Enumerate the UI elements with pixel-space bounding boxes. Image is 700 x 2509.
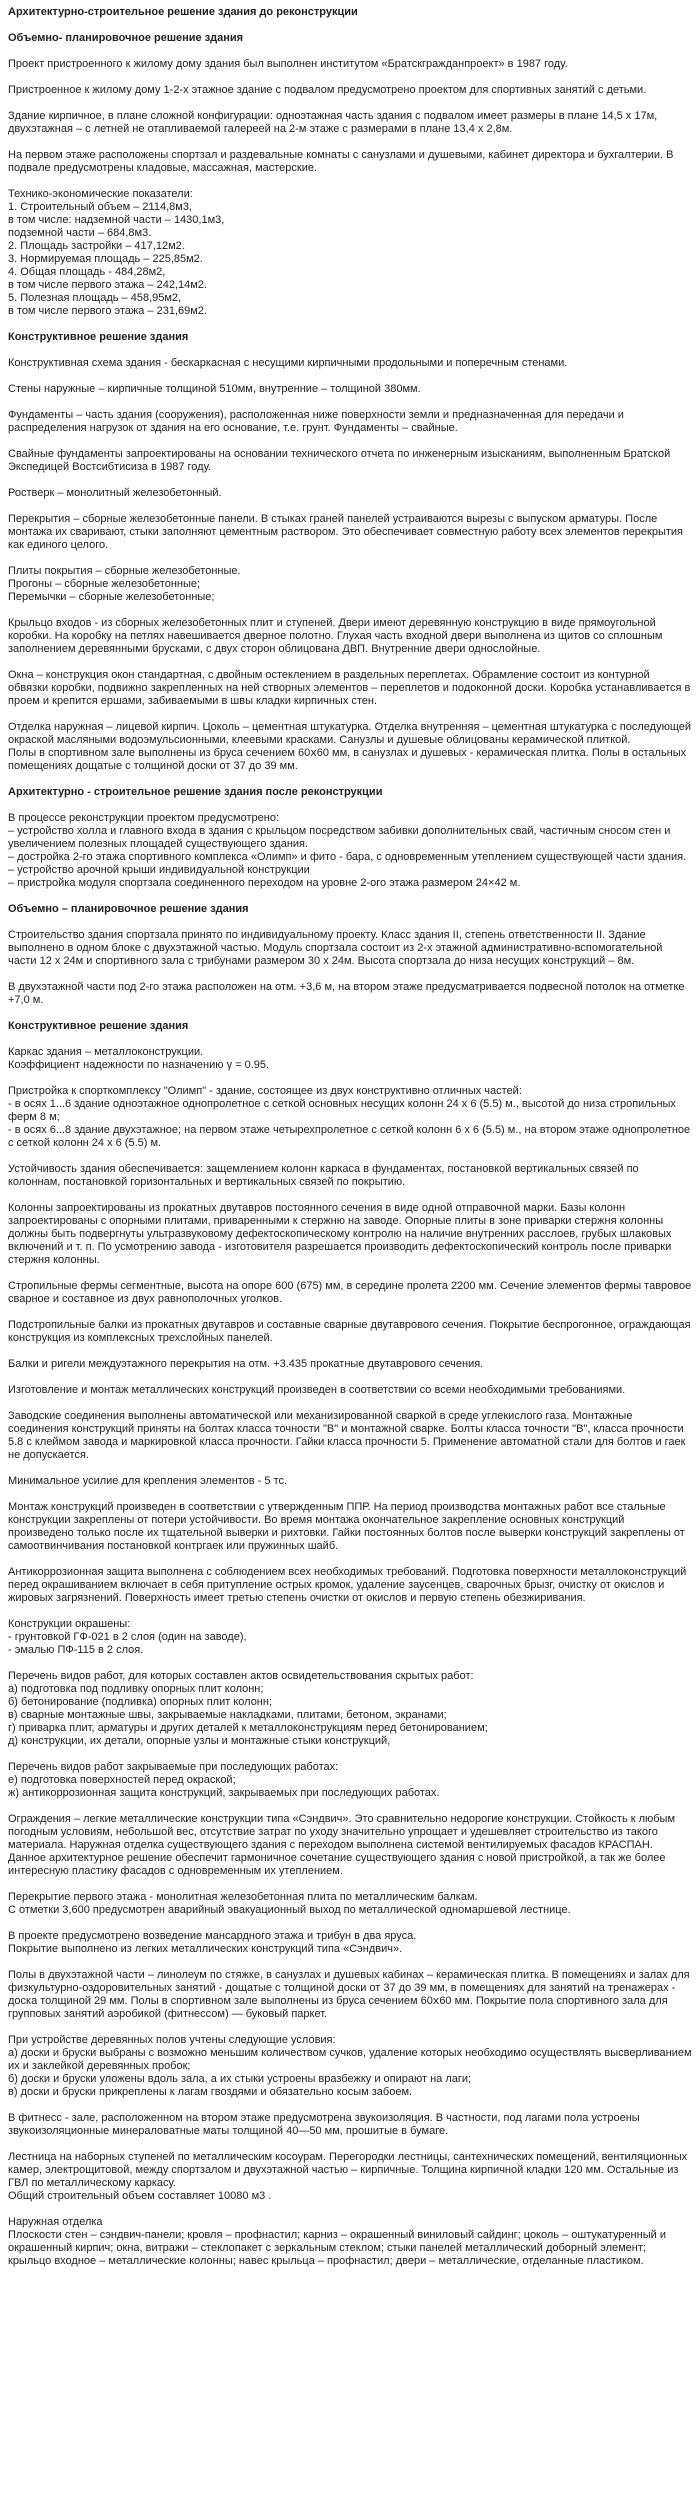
paragraph <box>8 448 692 474</box>
text-line: Изготовление и монтаж металлических конструкций произведен в соответствии со всеми необходимыми требованиями. <box>8 1384 626 1396</box>
text-line: г) приварка плит, арматуры и других деталей к металлоконструкциям перед бетонированием; <box>8 1722 488 1734</box>
paragraph <box>8 1410 692 1462</box>
text-line: подземной части – 684,8м3. <box>8 227 152 239</box>
text-line: Полы в двухэтажной части – линолеум по стяжке, в санузлах и душевых кабинах – керамическая плитка. В помещениях и залах для физкультурно-оздоровительных занятий - дощатые с толщиной доски от 37 до 39 мм, в помещениях для занятий на тренажерах - доска толщиной 29 мм. Полы в спортивном зале выполнены из бруса сечением 60ⅹ60 мм. Покрытие пола спортивного зала для групповых занятий аэробикой (фитнессом) — буковый паркет. <box>8 1969 690 2020</box>
text-line: Проект пристроенного к жилому дому здания был выполнен институтом «Братскгражданпроект» в 1987 году. <box>8 58 568 70</box>
paragraph <box>8 1969 692 2021</box>
text-line: В двухэтажной части под 2-го этажа расположен на отм. +3,6 м, на втором этаже предусматривается подвесной потолок на отметке +7,0 м. <box>8 981 685 1006</box>
section-heading: Объемно- планировочное решение здания <box>8 32 244 44</box>
paragraph <box>8 188 692 318</box>
paragraph <box>8 565 692 604</box>
paragraph <box>8 110 692 136</box>
paragraph <box>8 1046 692 1072</box>
text-line: 4. Общая площадь - 484,28м2, <box>8 266 166 278</box>
paragraph <box>8 812 692 890</box>
text-line: ж) антикоррозионная защита конструкций, закрываемых при последующих работах. <box>8 1787 440 1799</box>
text-line: Подстропильные балки из прокатных двутавров и составные сварные двутаврового сечения. Покрытие беспрогонное, ограждающая конструкция из комплексных трехслойных панелей. <box>8 1319 691 1344</box>
paragraph <box>8 929 692 968</box>
paragraph <box>8 981 692 1007</box>
text-line: Перечень видов работ, для которых составлен актов освидетельствования скрытых работ: <box>8 1670 474 1682</box>
text-line: Технико-экономические показатели: <box>8 188 193 200</box>
text-line: На первом этаже расположены спортзал и раздевальные комнаты с санузлами и душевыми, кабинет директора и бухгалтерии. В подвале предусмотрены кладовые, массажная, мастерские. <box>8 149 674 174</box>
text-line: Антикоррозионная защита выполнена с соблюдением всех необходимых требований. Подготовка поверхности металлоконструкций перед окрашиванием включает в себя притупление острых кромок, удаление заусенцев, сварочных брызг, очистку от окислов и жировых загрязнений. Поверхность имеет третью степень очистки от окислов и первую степень обезжиривания. <box>8 1566 687 1604</box>
text-line: С отметки 3,600 предусмотрен аварийный эвакуационный выход по металлической одномаршевой лестнице. <box>8 1904 571 1916</box>
text-line: д) конструкции, их детали, опорные узлы и монтажные стыки конструкций, <box>8 1735 391 1747</box>
text-line: Стены наружные – кирпичные толщиной 510мм, внутренние – толщиной 380мм. <box>8 383 421 395</box>
text-line: Лестница на наборных ступеней по металлическим косоурам. Перегородки лестницы, сантехнических помещений, вентиляционных камер, электрощитовой, между спортзалом и двухэтажной частью – кирпичные. Толщина кирпичной кладки 120 мм. Остальные из ГВЛ по металлическому каркасу. <box>8 2151 688 2189</box>
text-line: в) сварные монтажные швы, закрываемые накладками, плитами, бетоном, экранами; <box>8 1709 447 1721</box>
text-line: 3. Нормируемая площадь – 225,85м2. <box>8 253 203 265</box>
paragraph <box>8 2151 692 2203</box>
text-line: Перемычки – сборные железобетонные; <box>8 591 215 603</box>
paragraph <box>8 1163 692 1189</box>
paragraph <box>8 409 692 435</box>
paragraph <box>8 58 692 71</box>
text-line: Плиты покрытия – сборные железобетонные. <box>8 565 241 577</box>
text-line: в том числе: надземной части – 1430,1м3, <box>8 214 225 226</box>
text-line: Крыльцо входов - из сборных железобетонных плит и ступеней. Двери имеют деревянную конструкцию в виде прямоугольной коробки. На коробку на петлях навешивается дверное полотно. Глухая часть входной двери выполнена из щитов со сплошным заполнением деревянными брусками, с двух сторон облицована ДВП. Внутренние двери однослойные. <box>8 617 663 655</box>
text-line: в) доски и бруски прикреплены к лагам гвоздями и обязательно косым забоем. <box>8 2086 413 2098</box>
paragraph <box>8 357 692 370</box>
paragraph <box>8 1566 692 1605</box>
section-heading: Конструктивное решение здания <box>8 1020 189 1032</box>
text-line: Конструктивная схема здания - бескаркасная с несущими кирпичными продольными и поперечным стенами. <box>8 357 568 369</box>
text-line: При устройстве деревянных полов учтены следующие условия: <box>8 2034 336 2046</box>
text-line: в том числе первого этажа – 231,69м2. <box>8 305 207 317</box>
text-line: – пристройка модуля спортзала соединенного переходом на уровне 2-ого этажа размером 24×42 м. <box>8 877 521 889</box>
text-line: Покрытие выполнено из легких металлических конструкций типа «Сэндвич». <box>8 1943 403 1955</box>
text-line: Здание кирпичное, в плане сложной конфигурации: одноэтажная часть здания с подвалом имеет размеры в плане 14,5 х 17м, двухэтажная – с летней не отапливаемой галереей на 2-м этаже с размерами в плане 13,4 х 2,8м. <box>8 110 658 135</box>
paragraph <box>8 1358 692 1371</box>
section-heading: Объемно – планировочное решение здания <box>8 903 249 915</box>
text-line: Пристройка к спорткомплексу "Олимп" - здание, состоящее из двух конструктивно отличных частей: <box>8 1085 522 1097</box>
text-line: б) доски и бруски уложены вдоль зала, а их стыки устроены вразбежку и опирают на лаги; <box>8 2073 472 2085</box>
text-line: Фундаменты – часть здания (сооружения), расположенная ниже поверхности земли и предназначенная для передачи и распределения нагрузок от здания на его основание, т.е. грунт. Фундаменты – свайные. <box>8 409 624 434</box>
text-line: Наружная отделка <box>8 2216 103 2228</box>
text-line: – устройство холла и главного входа в здания с крыльцом посредством забивки дополнительных свай, частичным сносом стен и увеличением полезных площадей существующего здания. <box>8 825 671 850</box>
paragraph <box>8 2216 692 2268</box>
text-line: Перечень видов работ закрываемые при последующих работах: <box>8 1761 339 1773</box>
paragraph <box>8 1618 692 1657</box>
paragraph <box>8 513 692 552</box>
section-heading: Архитектурно - строительное решение здания после реконструкции <box>8 786 383 798</box>
text-line: Заводские соединения выполнены автоматической или механизированной сваркой в среде углекислого газа. Монтажные соединения конструкций приняты на болтах класса точности "В" и монтажной сварке. Болты класса точности "В", класса прочности 5.8 с клеймом завода и маркировкой класса прочности. Гайки класса прочности 5. Применение автоматной стали для болтов и гаек не допускается. <box>8 1410 686 1461</box>
text-line: Перекрытие первого этажа - монолитная железобетонная плита по металлическим балкам. <box>8 1891 478 1903</box>
paragraph <box>8 617 692 656</box>
paragraph <box>8 84 692 97</box>
text-line: Перекрытия – сборные железобетонные панели. В стыках граней панелей устраиваются вырезы с выпуском арматуры. После монтажа их сваривают, стыки заполняют цементным раствором. Это обеспечивает совместную работу всех элементов перекрытия как единого целого. <box>8 513 684 551</box>
text-line: е) подготовка поверхностей перед окраской; <box>8 1774 236 1786</box>
paragraph <box>8 487 692 500</box>
text-line: Плоскости стен – сэндвич-панели; кровля – профнастил; карниз – окрашенный виниловый сайдинг; цоколь – оштукатуренный и окрашенный кирпич; окна, витражи – стеклопакет с зеркальным стеклом; стыки панелей металлический доборный элемент; крыльцо входное – металлические колонны; навес крыльца – профнастил; двери – металлические, отделанные пластиком. <box>8 2229 666 2267</box>
text-line: В проекте предусмотрено возведение мансардного этажа и трибун в два яруса. <box>8 1930 417 1942</box>
text-line: Пристроенное к жилому дому 1-2-х этажное здание с подвалом предусмотрено проектом для спортивных занятий с детьми. <box>8 84 647 96</box>
text-line: б) бетонирование (подливка) опорных плит колонн; <box>8 1696 273 1708</box>
text-line: Строительство здания спортзала принято по индивидуальному проекту. Класс здания II, степень ответственности II. Здание выполнено в одном блоке с двухэтажной частью. Модуль спортзала состоит из 2-х этажной административно-вспомогательной части 12 х 24м и спортивного зала с трибунами размером 30 х 24м. Высота спортзала до низа несущих конструкций – 8м. <box>8 929 663 967</box>
paragraph <box>8 1280 692 1306</box>
text-line: Отделка наружная – лицевой кирпич. Цоколь – цементная штукатурка. Отделка внутренняя – цементная штукатурка с последующей окраской масляными водоэмульсионными, клеевыми красками. Санузлы и душевые облицованы керамической плиткой. <box>8 721 692 746</box>
paragraph <box>8 669 692 708</box>
text-line: Свайные фундаменты запроектированы на основании технического отчета по инженерным изысканиям, выполненным Братской Экспедицей Востсибтисиза в 1987 году. <box>8 448 671 473</box>
text-line: - в осях 6...8 здание двухэтажное; на первом этаже четырехпролетное с сеткой колонн 6 х 6 (5.5) м., на втором этаже однопролетное с сеткой колонн 24 х 6 (5.5) м. <box>8 1124 691 1149</box>
paragraph <box>8 2112 692 2138</box>
text-line: Общий строительный объем составляет 10080 м3 . <box>8 2190 272 2202</box>
text-line: – достройка 2-го этажа спортивного комплекса «Олимп» и фито - бара, с одновременным утеплением существующей части здания. <box>8 851 687 863</box>
text-line: - грунтовкой ГФ-021 в 2 слоя (один на заводе), <box>8 1631 247 1643</box>
text-line: Окна – конструкция окон стандартная, с двойным остеклением в раздельных переплетах. Обрамление состоит из контурной обвязки коробки, подвижно закрепленных на ней створных элементов – переплетов и подоконной доски. Коробка устанавливается в проем и крепится ершами, забиваемыми в швы кладки кирпичных стен. <box>8 669 691 707</box>
text-line: 1. Строительный объем – 2114,8м3, <box>8 201 192 213</box>
section-heading: Конструктивное решение здания <box>8 331 189 343</box>
paragraph <box>8 2034 692 2099</box>
paragraph <box>8 1670 692 1748</box>
paragraph <box>8 1930 692 1956</box>
text-line: а) доски и бруски выбраны с возможно меньшим количеством сучков, удаление которых необходимо осуществлять высверливанием их и заклейкой деревянных пробок; <box>8 2047 692 2072</box>
text-line: - эмалью ПФ-115 в 2 слоя. <box>8 1644 144 1656</box>
text-line: Коэффициент надежности по назначению γ = 0.95. <box>8 1059 270 1071</box>
text-line: В процессе реконструкции проектом предусмотрено: <box>8 812 280 824</box>
text-line: Конструкции окрашены: <box>8 1618 131 1630</box>
text-line: Полы в спортивном зале выполнены из бруса сечением 60ⅹ60 мм, в санузлах и душевых - керамическая плитка. Полы в остальных помещениях дощатые с толщиной доски от 37 до 39 мм. <box>8 747 687 772</box>
paragraph <box>8 747 692 773</box>
paragraph <box>8 1085 692 1150</box>
text-line: Прогоны – сборные железобетонные; <box>8 578 201 590</box>
text-line: в том числе первого этажа – 242,14м2. <box>8 279 207 291</box>
text-line: – устройство арочной крыши индивидуальной конструкции <box>8 864 310 876</box>
paragraph <box>8 1501 692 1553</box>
paragraph <box>8 1384 692 1397</box>
text-line: Устойчивость здания обеспечивается: защемлением колонн каркаса в фундаментах, постановкой вертикальных связей по колоннам, постановкой горизонтальных и вертикальных связей по покрытию. <box>8 1163 639 1188</box>
text-line: Минимальное усилие для крепления элементов - 5 тс. <box>8 1475 288 1487</box>
paragraph <box>8 1202 692 1267</box>
text-line: Ограждения – легкие металлические конструкции типа «Сэндвич». Это сравнительно недорогие конструкции. Стойкость к любым погодным условиям, небольшой вес, отсутствие затрат по уходу значительно упрощает и удешевляет строительство из такого материала. Наружная отделка существующего здания с переходом выполнена системой вентилируемых фасадов КРАСПАН. Данное архитектурное решение обеспечит гармоничное сочетание существующего здания с новой пристройкой, а так же более интересную пластику фасадов с одновременным их утеплением. <box>8 1813 676 1877</box>
text-line: Колонны запроектированы из прокатных двутавров постоянного сечения в виде одной отправочной марки. Базы колонн запроектированы с опорными плитами, приваренными к стержню на заводе. Опорные плиты в зоне приварки стержня колонны должны быть подвергнуты ультразвуковому дефектоскопическому контролю на наличие внутренних расслоев, грубых шлаковых включений и т. п. По усмотрению завода - изготовителя разрешается производить дефектоскопический контроль после приварки стержня колонны. <box>8 1202 672 1266</box>
text-line: 2. Площадь застройки – 417,12м2. <box>8 240 185 252</box>
paragraph <box>8 1891 692 1917</box>
text-line: - в осях 1...6 здание одноэтажное однопролетное с сеткой основных несущих колонн 24 х 6 (5.5) м., высотой до низа стропильных ферм 8 м; <box>8 1098 676 1123</box>
text-line: а) подготовка под подливку опорных плит колонн; <box>8 1683 264 1695</box>
paragraph <box>8 1319 692 1345</box>
text-line: Ростверк – монолитный железобетонный. <box>8 487 222 499</box>
paragraph <box>8 383 692 396</box>
paragraph <box>8 149 692 175</box>
text-line: Каркас здания – металлоконструкции. <box>8 1046 204 1058</box>
paragraph <box>8 1475 692 1488</box>
text-line: 5. Полезная площадь – 458,95м2, <box>8 292 182 304</box>
paragraph <box>8 1813 692 1878</box>
paragraph <box>8 1761 692 1800</box>
section-heading: Архитектурно-строительное решение здания до реконструкции <box>8 6 358 18</box>
paragraph <box>8 721 692 747</box>
text-line: Балки и ригели междуэтажного перекрытия на отм. +3.435 прокатные двутаврового сечения. <box>8 1358 484 1370</box>
text-line: Стропильные фермы сегментные, высота на опоре 600 (675) мм, в середине пролета 2200 мм. Сечение элементов фермы тавровое сварное и составное из двух равнополочных уголков. <box>8 1280 692 1305</box>
text-line: В фитнесс - зале, расположенном на втором этаже предусмотрена звукоизоляция. В частности, под лагами пола устроены звукоизоляционные минераловатные маты толщиной 40—50 мм, прошитые в бумаге. <box>8 2112 640 2137</box>
text-line: Монтаж конструкций произведен в соответствии с утвержденным ППР. На период производства монтажных работ все стальные конструкции закреплены от потери устойчивости. Во время монтажа окончательное закрепление основных конструкций произведено только после их тщательной выверки и рихтовки. Гайки постоянных болтов после выверки конструкций закреплены от самоотвинчивания постановкой контргаек или пружинных шайб. <box>8 1501 685 1552</box>
